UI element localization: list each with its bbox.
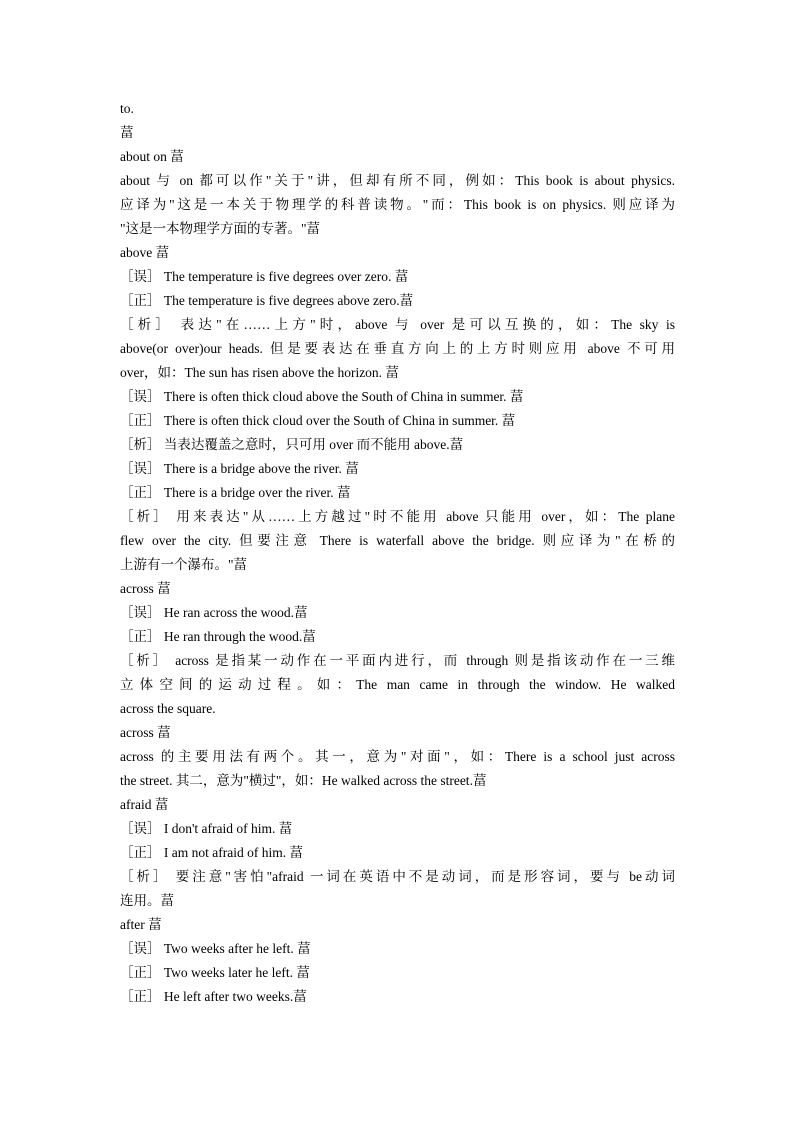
text-line: about 与 on 都可以作"关于"讲，但却有所不同，例如：This book is about physics. — [120, 173, 675, 188]
text-line: to. — [120, 101, 134, 116]
text-line: ［正］ There is often thick cloud over the South of China in summer. 葍 — [120, 413, 516, 428]
text-line: ［正］ I am not afraid of him. 葍 — [120, 845, 303, 860]
text-line: the street. 其二，意为"横过"，如：He walked across the street.葍 — [120, 773, 487, 788]
text-line: ［析］ 当表达覆盖之意时，只可用 over 而不能用 above.葍 — [120, 437, 464, 452]
text-line: above 葍 — [120, 245, 170, 260]
text-line: ［析］ 表达"在……上方"时，above 与 over 是可以互换的，如：The sky is — [120, 317, 675, 332]
text-line: across 葍 — [120, 581, 171, 596]
text-line: ［误］ Two weeks after he left. 葍 — [120, 941, 311, 956]
text-line: across the square. — [120, 701, 216, 716]
text-line: ［正］ The temperature is five degrees above zero.葍 — [120, 293, 414, 308]
text-line: flew over the city. 但要注意 There is waterfall above the bridge. 则应译为"在桥的 — [120, 533, 675, 548]
text-line: ［误］ There is often thick cloud above the South of China in summer. 葍 — [120, 389, 524, 404]
text-line: after 葍 — [120, 917, 162, 932]
text-line: above(or over)our heads. 但是要表达在垂直方向上的上方时则应用 above 不可用 — [120, 341, 675, 356]
text-line: over，如：The sun has risen above the horizon. 葍 — [120, 365, 399, 380]
text-line: ［析］ 用来表达"从……上方越过"时不能用 above 只能用 over，如：The plane — [120, 509, 675, 524]
text-line: about on 葍 — [120, 149, 184, 164]
text-line: across 的主要用法有两个。其一，意为"对面"，如：There is a school just across — [120, 749, 675, 764]
text-line: 立体空间的运动过程。如：The man came in through the window. He walked — [120, 677, 675, 692]
text-line: afraid 葍 — [120, 797, 169, 812]
text-line: 连用。葍 — [120, 893, 174, 908]
text-line: across 葍 — [120, 725, 171, 740]
text-line: ［误］ He ran across the wood.葍 — [120, 605, 308, 620]
text-line: ［正］ Two weeks later he left. 葍 — [120, 965, 310, 980]
text-line: ［析］ across 是指某一动作在一平面内进行，而 through 则是指该动作在一三维 — [120, 653, 675, 668]
text-line: 上游有一个瀑布。"葍 — [120, 557, 248, 572]
text-line: ［误］ The temperature is five degrees over zero. 葍 — [120, 269, 409, 284]
text-line: 应译为"这是一本关于物理学的科普读物。"而：This book is on physics. 则应译为 — [120, 197, 675, 212]
text-line: 葍 — [120, 125, 134, 140]
text-line: ［误］ There is a bridge above the river. 葍 — [120, 461, 359, 476]
text-line: ［正］ He ran through the wood.葍 — [120, 629, 316, 644]
text-line: ［正］ He left after two weeks.葍 — [120, 989, 307, 1004]
text-line: ［误］ I don't afraid of him. 葍 — [120, 821, 293, 836]
text-line: ［析］ 要注意"害怕"afraid 一词在英语中不是动词，而是形容词，要与 be动词 — [120, 869, 675, 884]
text-line: "这是一本物理学方面的专著。"葍 — [120, 221, 321, 236]
text-line: ［正］ There is a bridge over the river. 葍 — [120, 485, 351, 500]
